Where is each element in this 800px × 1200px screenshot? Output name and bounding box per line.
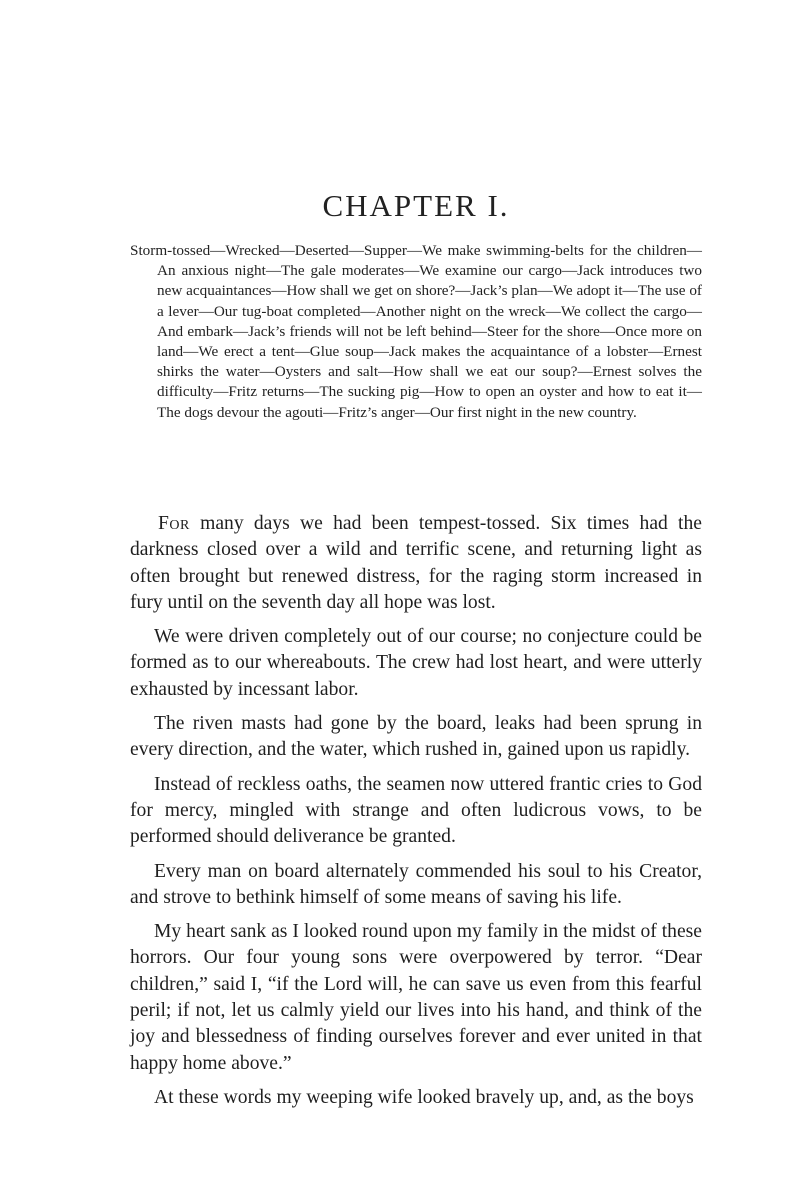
chapter-synopsis: Storm-tossed—Wrecked—Deserted—Supper—We make swimming-belts for the children—An anxious night—The gale moderates—We examine our cargo—Jack introduces two new acquaintances—How shall we get on shore?—Jack’s plan—We adopt it—The use of a lever—Our tug-boat completed—Another night on the wreck—We collect the cargo—And embark—Jack’s friends will not be left behind—Steer for the shore—Once more on land—We erect a tent—Glue soup—Jack makes the acquaintance of a lobster—Ernest shirks the water—Oysters and salt—How shall we eat our soup?—Ernest solves the difficulty—Fritz returns—The sucking pig—How to open an oyster and how to eat it—The dogs devour the agouti—Fritz’s anger—Our first night in the new country.: [130, 242, 702, 421]
body-paragraph-6: My heart sank as I looked round upon my family in the midst of these horrors. Our four young sons were overpowered by terror. “Dear children,” said I, “if the Lord will, he can save us even from this fearful peril; if not, let us calmly yield our lives into his hand, and think of the joy and blessedness of finding ourselves forever and ever united in that happy home above.”: [130, 921, 702, 1074]
body-paragraph-3: The riven masts had gone by the board, leaks had been sprung in every direction, and the water, which rushed in, gained upon us rapidly.: [130, 713, 702, 761]
body-paragraph-5: Every man on board alternately commended his soul to his Creator, and strove to bethink himself of some means of saving his life.: [130, 860, 702, 908]
body-paragraph-7: At these words my weeping wife looked bravely up, and, as the boys: [154, 1086, 694, 1108]
opening-paragraph-text: many days we had been tempest-tossed. Six times had the darkness closed over a wild and terrific scene, and returning light as often brought but renewed distress, for the raging storm increased in fury until on the seventh day all hope was lost.: [130, 513, 702, 613]
chapter-body: [130, 511, 702, 1119]
body-paragraph-1: [130, 511, 702, 616]
book-page: [130, 0, 702, 1200]
body-paragraph-2: We were driven completely out of our course; no conjecture could be formed as to our whereabouts. The crew had lost heart, and were utterly exhausted by incessant labor.: [130, 626, 702, 700]
chapter-title: CHAPTER I.: [322, 188, 510, 223]
body-paragraph-4: Instead of reckless oaths, the seamen now uttered frantic cries to God for mercy, mingled with strange and often ludicrous vows, to be performed should deliverance be granted.: [130, 773, 702, 848]
opening-word: For: [158, 513, 190, 534]
